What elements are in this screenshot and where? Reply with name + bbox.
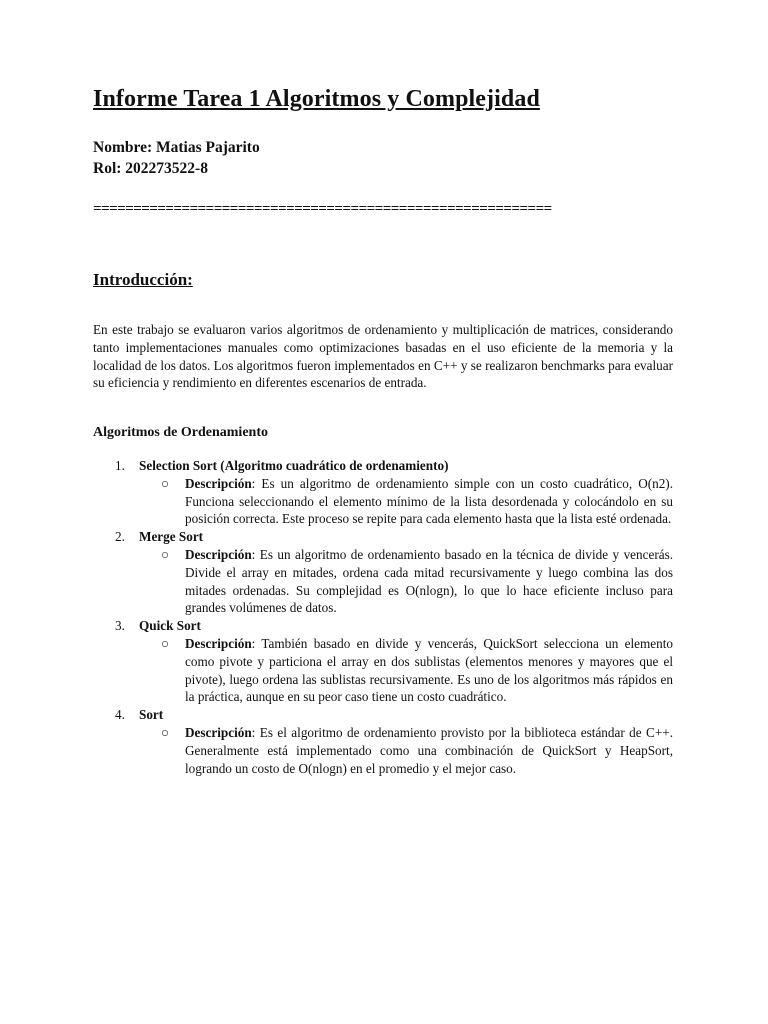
list-item-quick-sort xyxy=(93,617,673,706)
algorithm-name: Selection Sort (Algoritmo cuadrático de ordenamiento) xyxy=(139,458,449,473)
circle-bullet-icon: ○ xyxy=(161,724,169,740)
description-label: Descripción xyxy=(185,635,252,651)
description-list xyxy=(139,635,673,706)
list-item-number: 1. xyxy=(115,458,125,473)
list-item-number: 3. xyxy=(115,618,125,634)
description-text: : También basado en divide y vencerás, QuickSort selecciona un elemento como pivote y particiona el array en dos sublistas (elementos menores y mayores que el pivote), luego ordena las sublistas recursivamente. Es uno de los algoritmos más rápidos en la práctica, aunque en su peor caso tiene un costo cuadrático. xyxy=(185,635,673,705)
description-list xyxy=(139,546,673,617)
description-item xyxy=(139,635,673,706)
list-item-merge-sort xyxy=(93,528,673,617)
intro-heading: Introducción: xyxy=(93,270,193,289)
circle-bullet-icon: ○ xyxy=(161,546,169,562)
circle-bullet-icon: ○ xyxy=(161,475,169,491)
list-item-number: 4. xyxy=(115,707,125,723)
list-item-number: 2. xyxy=(115,529,125,545)
algorithm-name: Sort xyxy=(139,707,164,723)
algorithm-name: Merge Sort xyxy=(139,529,204,545)
circle-bullet-icon: ○ xyxy=(161,635,169,651)
author-line: Nombre: Matias Pajarito xyxy=(93,139,260,156)
algorithm-list xyxy=(93,457,673,777)
description-text: : Es un algoritmo de ordenamiento simple con un costo cuadrático, O(n2). Funciona seleccionando el elemento mínimo de la lista desordenada y colocándolo en su posición correcta. Este proceso se repite para cada elemento hasta que la lista esté ordenada. xyxy=(185,475,673,527)
description-label: Descripción xyxy=(185,724,252,740)
sorting-heading: Algoritmos de Ordenamiento xyxy=(93,425,268,440)
description-item xyxy=(139,475,673,528)
separator-line: ========================================================= xyxy=(93,201,552,217)
description-text: : Es un algoritmo de ordenamiento basado en la técnica de divide y vencerás. Divide el array en mitades, ordena cada mitad recursivamente y luego combina las dos mitades ordenadas. Su complejidad es O(nlogn), lo que lo hace eficiente incluso para grandes volúmenes de datos. xyxy=(185,546,673,616)
description-text: : Es el algoritmo de ordenamiento provisto por la biblioteca estándar de C++. Generalmente está implementado como una combinación de QuickSort y HeapSort, logrando un costo de O(nlogn) en el promedio y el mejor caso. xyxy=(185,724,673,776)
intro-paragraph: En este trabajo se evaluaron varios algoritmos de ordenamiento y multiplicación de matrices, considerando tanto implementaciones manuales como optimizaciones basadas en el uso eficiente de la memoria y la localidad de los datos. Los algoritmos fueron implementados en C++ y se realizaron benchmarks para evaluar su eficiencia y rendimiento en diferentes escenarios de entrada. xyxy=(93,322,673,391)
description-item xyxy=(139,724,673,777)
rol-line: Rol: 202273522-8 xyxy=(93,160,208,177)
description-item xyxy=(139,546,673,617)
description-list xyxy=(139,724,673,777)
list-item-selection-sort xyxy=(93,457,673,528)
document-title: Informe Tarea 1 Algoritmos y Complejidad xyxy=(93,86,540,112)
description-list xyxy=(139,475,673,528)
algorithm-name: Quick Sort xyxy=(139,618,201,634)
description-label: Descripción xyxy=(185,546,252,562)
description-label: Descripción xyxy=(185,475,252,491)
list-item-sort xyxy=(93,706,673,777)
